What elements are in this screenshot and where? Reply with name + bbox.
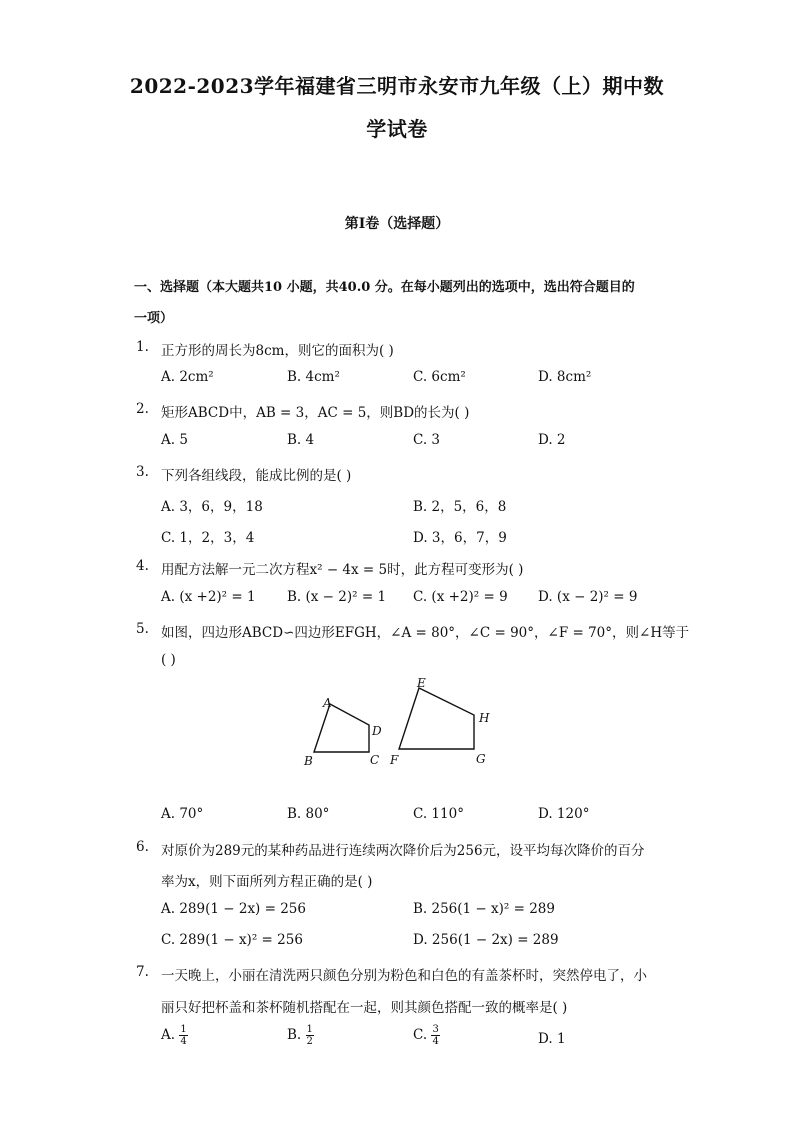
question-text: 如图，四边形ABCD∽四边形EFGH，∠A = 80°，∠C = 90°，∠F = 70°，则∠H等于 [161, 625, 690, 641]
quadrilateral-efgh [399, 688, 474, 749]
vertex-label-d: D [372, 724, 382, 738]
option-letter: A. [161, 1027, 176, 1043]
option-c: C. 110° [413, 806, 464, 822]
option-d: D. 3，6，7，9 [413, 530, 507, 546]
option-b: B. (x − 2)² = 1 [287, 589, 387, 605]
option-b: B. 256(1 − x)² = 289 [413, 901, 555, 917]
question-number: 1. [136, 339, 149, 355]
question-text-continued: 率为x，则下面所列方程正确的是( ) [161, 874, 373, 890]
question-number: 2. [136, 401, 149, 417]
question-number: 7. [136, 964, 149, 980]
exam-title-line2: 学试卷 [366, 117, 428, 141]
quadrilateral-abcd [314, 704, 369, 752]
option-b [287, 1024, 314, 1047]
vertex-label-e: E [417, 676, 426, 690]
denominator: 4 [432, 1036, 439, 1047]
question-text: 用配方法解一元二次方程x² − 4x = 5时，此方程可变形为( ) [161, 562, 524, 578]
option-d [538, 1031, 566, 1047]
option-d: D. 256(1 − 2x) = 289 [413, 932, 559, 948]
question-text: 正方形的周长为8cm，则它的面积为( ) [161, 343, 394, 359]
option-c [413, 1024, 440, 1047]
similar-quadrilaterals-figure [290, 670, 510, 775]
option-d: D. 2 [538, 432, 566, 448]
vertex-label-a: A [323, 696, 332, 710]
vertex-label-g: G [476, 752, 486, 766]
question-text: 对原价为289元的某种药品进行连续两次降价后为256元，设平均每次降价的百分 [161, 843, 645, 859]
option-a: A. (x +2)² = 1 [161, 589, 256, 605]
section-heading-line2: 一项） [134, 311, 174, 326]
option-c: C. (x +2)² = 9 [413, 589, 508, 605]
option-a [161, 1024, 188, 1047]
question-text: 一天晚上，小丽在清洗两只颜色分别为粉色和白色的有盖茶杯时，突然停电了，小 [161, 968, 647, 984]
volume-title: 第I卷（选择题） [344, 216, 450, 232]
denominator: 4 [180, 1036, 187, 1047]
option-b: B. 4cm² [287, 369, 340, 385]
fraction [179, 1024, 187, 1047]
option-c: C. 6cm² [413, 369, 466, 385]
option-d: D. 120° [538, 806, 590, 822]
numerator: 1 [306, 1024, 313, 1035]
option-value: 1 [556, 1031, 566, 1047]
option-c: C. 289(1 − x)² = 256 [161, 932, 303, 948]
question-text-continued: 丽只好把杯盖和茶杯随机搭配在一起，则其颜色搭配一致的概率是( ) [161, 1000, 568, 1016]
question-text-continued: ( ) [161, 652, 176, 668]
option-a: A. 3，6，9，18 [161, 499, 263, 515]
option-c: C. 1，2，3，4 [161, 530, 255, 546]
option-b: B. 4 [287, 432, 315, 448]
numerator: 3 [432, 1024, 439, 1035]
question-text: 矩形ABCD中，AB = 3，AC = 5，则BD的长为( ) [161, 405, 470, 421]
fraction [306, 1024, 314, 1047]
option-a: A. 70° [161, 806, 204, 822]
option-letter: C. [413, 1027, 428, 1043]
section-heading-line1: 一、选择题（本大题共10 小题，共40.0 分。在每小题列出的选项中，选出符合题目的 [134, 280, 635, 295]
option-c: C. 3 [413, 432, 441, 448]
option-letter: B. [287, 1027, 302, 1043]
question-number: 3. [136, 464, 149, 480]
question-text: 下列各组线段，能成比例的是( ) [161, 468, 352, 484]
option-b: B. 2，5，6，8 [413, 499, 507, 515]
vertex-label-h: H [479, 711, 490, 725]
fraction [431, 1024, 439, 1047]
option-a: A. 2cm² [161, 369, 214, 385]
option-a: A. 289(1 − 2x) = 256 [161, 901, 306, 917]
denominator: 2 [306, 1036, 313, 1047]
question-number: 4. [136, 558, 149, 574]
option-b: B. 80° [287, 806, 330, 822]
option-letter: D. [538, 1031, 553, 1047]
vertex-label-f: F [390, 753, 399, 767]
option-d: D. 8cm² [538, 369, 592, 385]
vertex-label-c: C [370, 753, 380, 767]
exam-title-line1: 2022-2023学年福建省三明市永安市九年级（上）期中数 [129, 74, 665, 98]
question-number: 6. [136, 839, 149, 855]
question-number: 5. [136, 621, 149, 637]
option-a: A. 5 [161, 432, 188, 448]
vertex-label-b: B [304, 754, 313, 768]
numerator: 1 [180, 1024, 187, 1035]
option-d: D. (x − 2)² = 9 [538, 589, 638, 605]
